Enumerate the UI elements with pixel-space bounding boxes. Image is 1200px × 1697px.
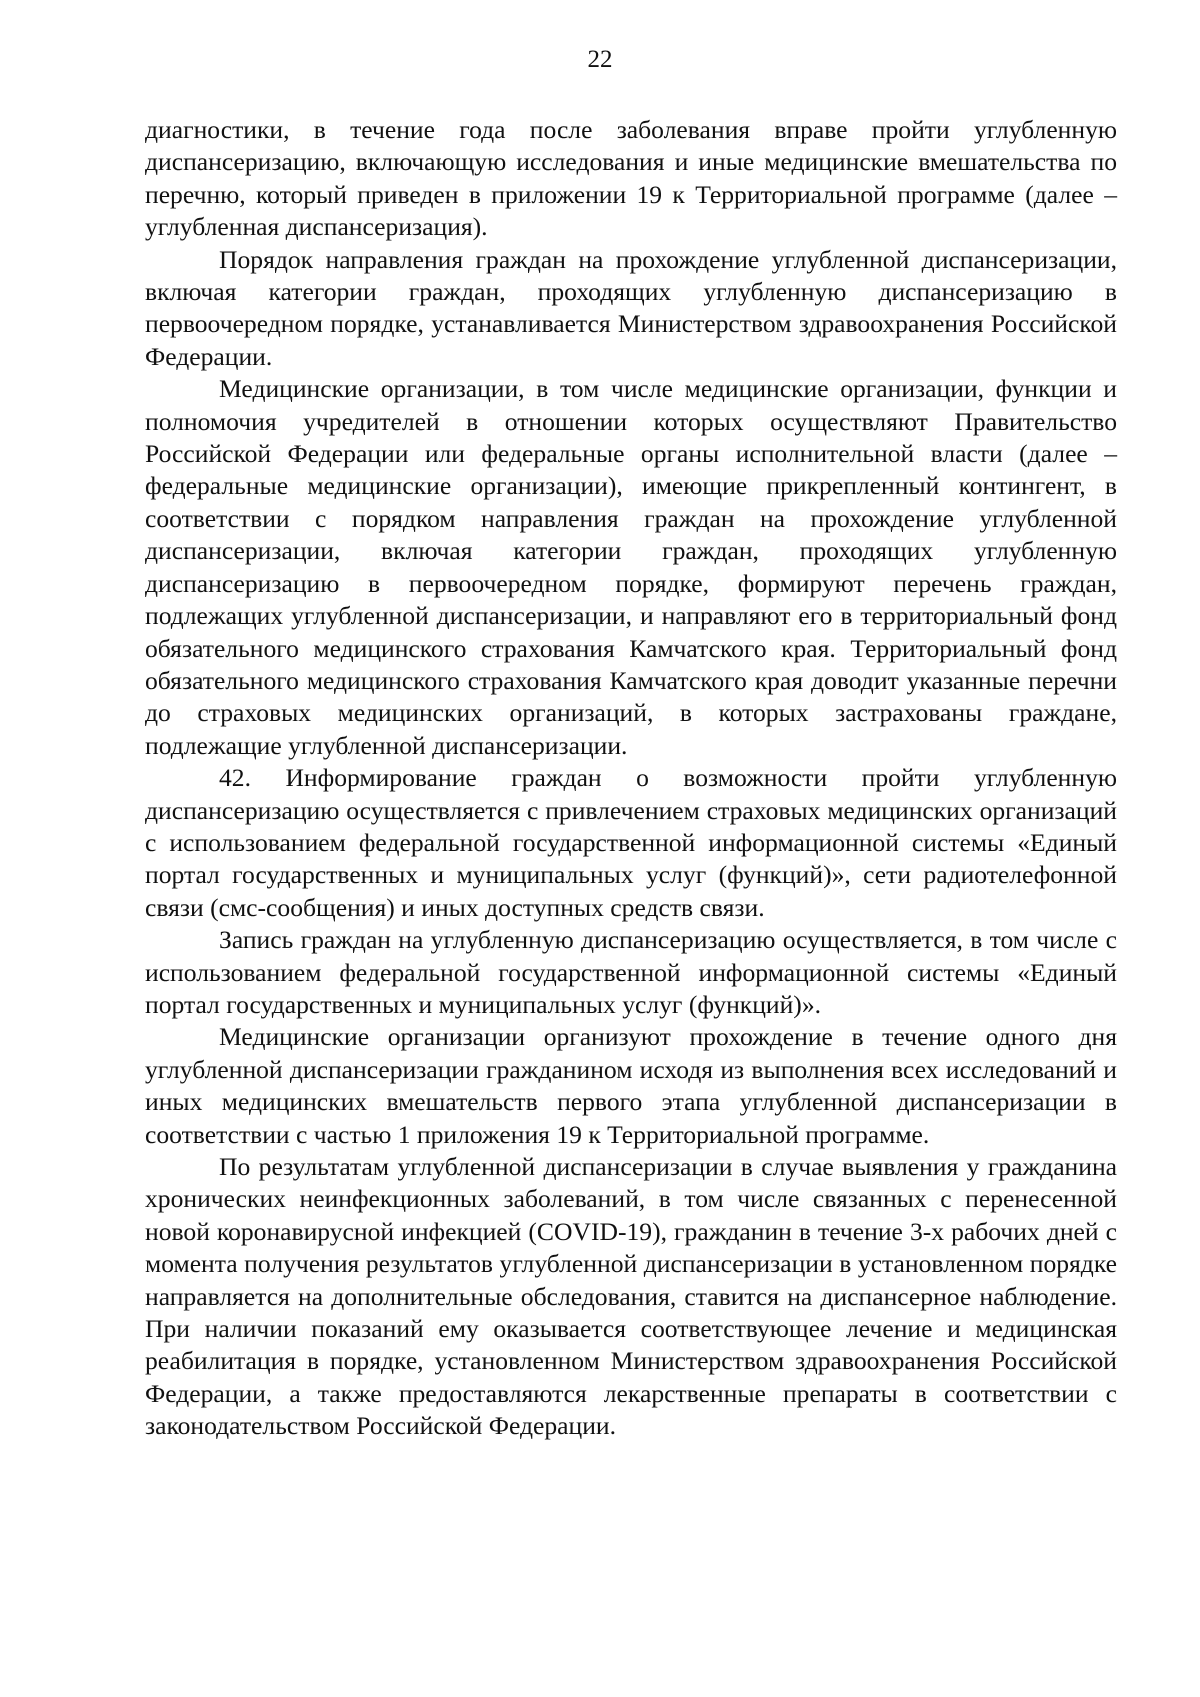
- document-body: [145, 114, 1117, 1443]
- paragraph-procedure: Порядок направления граждан на прохождение углубленной диспансеризации, включая категории граждан, проходящих углубленную диспансеризацию в первоочередном порядке, устанавливается Министерством здравоохранения Российской Федерации.: [145, 244, 1117, 371]
- paragraph-continued: диагностики, в течение года после заболевания вправе пройти углубленную диспансеризацию, включающую исследования и иные медицинские вмешательства по перечню, который приведен в приложении 19 к Территориальной программе (далее – углубленная диспансеризация).: [145, 115, 1117, 242]
- paragraph-item-42: 42. Информирование граждан о возможности пройти углубленную диспансеризацию осуществляется с привлечением страховых медицинских организаций с использованием федеральной государственной информационной системы «Единый портал государственных и муниципальных услуг (функций)», сети радиотелефонной связи (смс-сообщения) и иных доступных средств связи.: [145, 763, 1117, 922]
- paragraph-registration: Запись граждан на углубленную диспансеризацию осуществляется, в том числе с использованием федеральной государственной информационной системы «Единый портал государственных и муниципальных услуг (функций)».: [145, 925, 1117, 1019]
- paragraph-one-day: Медицинские организации организуют прохождение в течение одного дня углубленной диспансеризации гражданином исходя из выполнения всех исследований и иных медицинских вмешательств первого этапа углубленной диспансеризации в соответствии с частью 1 приложения 19 к Территориальной программе.: [145, 1022, 1117, 1149]
- paragraph-medical-organizations: Медицинские организации, в том числе медицинские организации, функции и полномочия учредителей в отношении которых осуществляют Правительство Российской Федерации или федеральные органы исполнительной власти (далее – федеральные медицинские организации), имеющие прикрепленный контингент, в соответствии с порядком направления граждан на прохождение углубленной диспансеризации, включая категории граждан, проходящих углубленную диспансеризацию в первоочередном порядке, формируют перечень граждан, подлежащих углубленной диспансеризации, и направляют его в территориальный фонд обязательного медицинского страхования Камчатского края. Территориальный фонд обязательного медицинского страхования Камчатского края доводит указанные перечни до страховых медицинских организаций, в которых застрахованы граждане, подлежащие углубленной диспансеризации.: [145, 374, 1117, 760]
- page-number: 22: [587, 46, 613, 73]
- paragraph-results: По результатам углубленной диспансеризации в случае выявления у гражданина хронических неинфекционных заболеваний, в том числе связанных с перенесенной новой коронавирусной инфекцией (COVID-19), гражданин в течение 3-х рабочих дней с момента получения результатов углубленной диспансеризации в установленном порядке направляется на дополнительные обследования, ставится на диспансерное наблюдение. При наличии показаний ему оказывается соответствующее лечение и медицинская реабилитация в порядке, установленном Министерством здравоохранения Российской Федерации, а также предоставляются лекарственные препараты в соответствии с законодательством Российской Федерации.: [145, 1152, 1117, 1441]
